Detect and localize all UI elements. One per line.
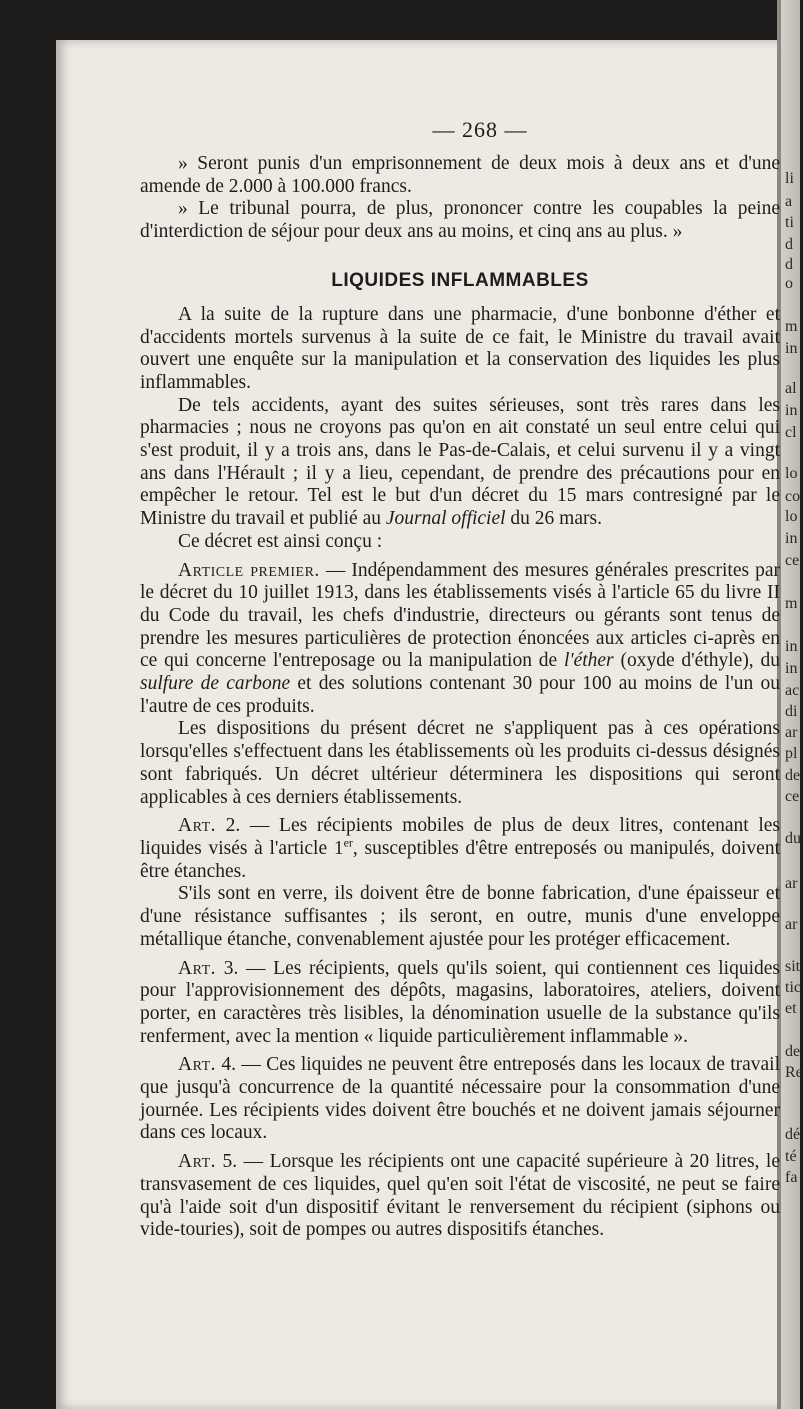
article-text: (oxyde d'éthyle), du — [620, 650, 780, 672]
edge-fragment: d — [785, 236, 793, 253]
edge-fragment: cl — [785, 424, 797, 441]
edge-fragment: dé — [785, 1126, 801, 1143]
edge-fragment: in — [785, 660, 798, 677]
article-text: 2. — Les récipients mobiles de plus de deux litres, contenant les liquides visés à l'article 1 — [140, 815, 780, 859]
article-label: Art. — [178, 957, 217, 979]
edge-fragment: m — [785, 595, 798, 612]
article-5 — [140, 1151, 780, 1242]
substance-name: l'éther — [563, 650, 614, 672]
paragraph: » Seront punis d'un emprisonnement de deux mois à deux ans et d'une amende de 2.000 à 100.000 francs. — [140, 153, 780, 197]
edge-fragment: fa — [785, 1169, 798, 1186]
edge-fragment: et — [785, 1000, 797, 1017]
edge-fragment: lo — [785, 508, 798, 525]
article-label: Art. — [178, 1151, 217, 1173]
paragraph: » Le tribunal pourra, de plus, prononcer contre les coupables la peine d'interdiction de séjour pour deux ans au moins, et cinq ans au plus. » — [140, 198, 780, 243]
article-text: 3. — Les récipients, quels qu'ils soient, qui contiennent ces liquides pour l'approvisionnement des dépôts, magasins, laboratoires, ateliers, doivent porter, en caractères très lisibles, la dénomination usuelle de la substance qu'ils renferment, avec la mention « liquide particulièrement inflammable ». — [140, 957, 781, 1047]
substance-name: sulfure de carbone — [140, 673, 291, 695]
article-3 — [140, 958, 780, 1049]
paragraph: Ce décret est ainsi conçu : — [178, 530, 383, 552]
journal-title: Journal officiel — [385, 508, 506, 530]
edge-fragment: li — [785, 170, 794, 187]
edge-fragment: pl — [785, 745, 798, 762]
article-text: 5. — Lorsque les récipients ont une capacité supérieure à 20 litres, le transvasement de ces liquides, quel qu'en soit l'état de viscosité, ne peut se faire qu'à l'aide soit d'un dispositif évitant le renversement du récipient (siphons ou vide-touries), soit de pompes ou autres dispositifs étanches. — [140, 1151, 780, 1241]
edge-fragment: lo — [785, 465, 798, 482]
edge-fragment: ce — [785, 788, 800, 805]
paragraph-text: du 26 mars. — [510, 508, 602, 530]
edge-fragment: di — [785, 703, 798, 720]
edge-fragment: sit — [785, 958, 801, 975]
text-column — [140, 117, 780, 1242]
edge-fragment: m — [785, 318, 798, 335]
edge-fragment: ce — [785, 552, 800, 569]
edge-fragment: o — [785, 275, 793, 292]
edge-fragment: in — [785, 340, 798, 357]
superscript: er — [343, 835, 353, 850]
edge-fragment: in — [785, 530, 798, 547]
edge-fragment: tic — [785, 979, 801, 996]
article-text: 4. — Ces liquides ne peuvent être entreposés dans les locaux de travail que jusqu'à concurrence de la quantité nécessaire pour la consommation d'une journée. Les récipients vides doivent être bouchés et ne doivent jamais séjourner dans ces locaux. — [140, 1054, 781, 1144]
edge-fragment: ar — [785, 916, 798, 933]
edge-fragment: de — [785, 1043, 801, 1060]
article-label: Art. — [178, 1054, 217, 1076]
article-text: , susceptibles d'être entreposés ou manipulés, doivent être étanches. — [140, 837, 780, 882]
edge-fragment: in — [785, 638, 798, 655]
edge-fragment: d — [785, 256, 793, 273]
edge-fragment: a — [785, 193, 793, 210]
article-label: Article premier. — [178, 559, 320, 581]
edge-fragment: al — [785, 380, 797, 397]
edge-fragment: de — [785, 767, 801, 784]
edge-fragment: ac — [785, 682, 800, 699]
article-text: et des solutions contenant 30 pour 100 au moins de l'un ou l'autre de ces produits. — [140, 673, 780, 717]
edge-fragment: Re — [785, 1064, 803, 1081]
edge-fragment: du — [785, 830, 801, 847]
article-label: Art. — [178, 815, 217, 837]
edge-fragment: ar — [785, 875, 798, 892]
edge-fragment: ar — [785, 724, 798, 741]
page-number — [180, 117, 780, 143]
section-heading: LIQUIDES INFLAMMABLES — [331, 269, 589, 291]
edge-fragment: co — [785, 488, 801, 505]
edge-fragment: té — [785, 1148, 797, 1165]
article-text: — Indépendamment des mesures générales prescrites par le décret du 10 juillet 1913, dans les établissements visés à l'article 65 du livre II du Code du travail, les chefs d'industrie, directeurs ou gérants sont tenus de prendre les mesures particulières de protection énoncées aux articles ci-après en ce qui concerne l'entreposage ou la manipulation de — [140, 559, 780, 672]
edge-fragment: ti — [785, 214, 794, 231]
edge-fragment: in — [785, 402, 798, 419]
paragraph: A la suite de la rupture dans une pharmacie, d'une bonbonne d'éther et d'accidents mortels survenus à la suite de ce fait, le Ministre du travail avait ouvert une enquête sur la manipulation et la conservation des liquides les plus inflammables. — [140, 303, 780, 393]
paragraph: S'ils sont en verre, ils doivent être de bonne fabrication, d'une épaisseur et d'une résistance suffisantes ; ils seront, en outre, munis d'une enveloppe métallique étanche, convenablement ajustée pour les protéger efficacement. — [140, 883, 780, 950]
paragraph: Les dispositions du présent décret ne s'appliquent pas à ces opérations lorsqu'elles s'effectuent dans les établissements où les produits ci-dessus désignés sont fabriqués. Un décret ultérieur déterminera les dispositions qui seront applicables à ces derniers établissements. — [140, 718, 780, 808]
adjacent-page-edge — [777, 0, 803, 1409]
paragraph — [140, 395, 780, 531]
page-number-text: — 268 — — [432, 117, 528, 142]
article-2 — [140, 815, 780, 883]
article-4 — [140, 1054, 780, 1145]
article-1 — [140, 560, 780, 719]
paragraph-text: De tels accidents, ayant des suites sérieuses, sont très rares dans les pharmacies ; nous ne croyons pas qu'on en ait constaté un seul entre celui qui s'est produit, il y a trois ans, dans le Pas-de-Calais, et celui survenu il y a vingt ans dans l'Hérault ; il y a lieu, cependant, de prendre des précautions pour en empêcher le retour. Tel est le but d'un décret du 15 mars contresigné par le Ministre du travail et publié au — [140, 394, 780, 530]
